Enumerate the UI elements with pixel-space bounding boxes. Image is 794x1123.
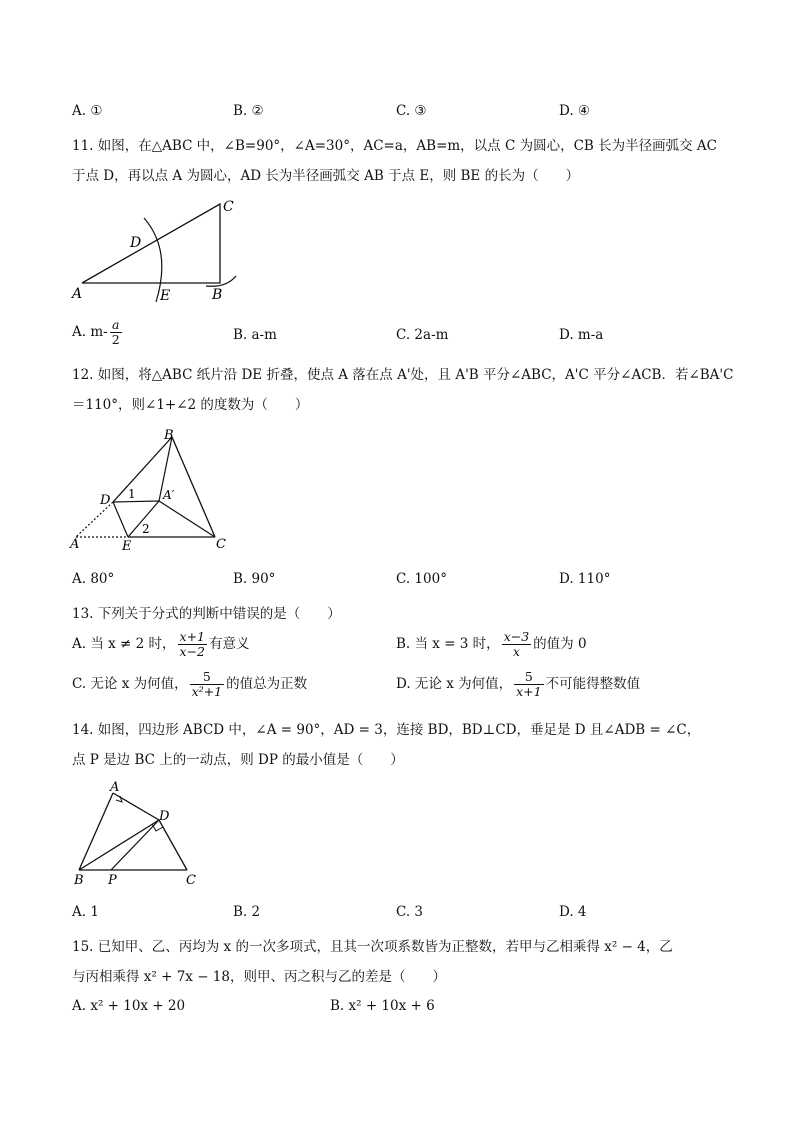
q11-label-b: B xyxy=(212,287,223,303)
q14-label-d: D xyxy=(159,809,170,824)
q12-stem-line2: ＝110°，则∠1+∠2 的度数为（ ） xyxy=(72,397,309,413)
q12-option-b: B. 90° xyxy=(233,571,276,587)
q10-option-d: D. ④ xyxy=(559,103,591,119)
q11-option-a: A. m- $\frac{a}{2}$ xyxy=(72,317,120,347)
q15-stem-line1: 15. 已知甲、乙、丙均为 x 的一次多项式，且其一次项系数皆为正整数，若甲与乙相乘得 x² − 4，乙 xyxy=(72,939,673,955)
q14-label-p: P xyxy=(108,873,117,888)
q13-stem: 13. 下列关于分式的判断中错误的是（ ） xyxy=(72,606,341,622)
q11-label-c: C xyxy=(223,199,234,215)
q14-option-b: B. 2 xyxy=(233,904,261,920)
q14-option-c: C. 3 xyxy=(396,904,424,920)
q12-stem-line1: 12. 如图，将△ABC 纸片沿 DE 折叠，使点 A 落在点 A'处，且 A'B 平分∠ABC，A'C 平分∠ACB．若∠BA'C xyxy=(72,367,734,383)
q10-option-b: B. ② xyxy=(233,103,264,119)
q11-stem-line2: 于点 D，再以点 A 为圆心，AD 长为半径画弧交 AB 于点 E，则 BE 的长为（ ） xyxy=(72,168,580,184)
q14-label-c: C xyxy=(186,873,196,888)
q12-figure xyxy=(66,422,246,558)
q15-option-b: B. x² + 10x + 6 xyxy=(330,998,435,1014)
q15-option-a: A. x² + 10x + 20 xyxy=(72,998,186,1014)
q10-option-a: A. ① xyxy=(72,103,103,119)
q14-figure xyxy=(66,776,216,892)
q12-label-a: A xyxy=(70,537,80,552)
q14-option-a: A. 1 xyxy=(72,904,99,920)
q11-label-d: D xyxy=(130,235,142,251)
q12-option-a: A. 80° xyxy=(72,571,115,587)
q11-triangle xyxy=(82,204,220,283)
q15-stem-line2: 与丙相乘得 x² + 7x − 18，则甲、丙之积与乙的差是（ ） xyxy=(72,969,446,985)
q12-label-d: D xyxy=(100,493,111,508)
q13-option-d: D. 无论 x 为何值， $\frac{5}{x+1}$ 不可能得整数值 xyxy=(396,669,641,699)
q12-option-c: C. 100° xyxy=(396,571,447,587)
q12-label-c: C xyxy=(216,537,226,552)
q12-label-b: B xyxy=(164,428,174,443)
q13-option-b: B. 当 x = 3 时， $\frac{x-3}{x}$ 的值为 0 xyxy=(396,629,587,659)
q14-label-a: A xyxy=(110,780,120,795)
q11-arc-from-c xyxy=(206,276,236,286)
q11-figure xyxy=(60,190,260,310)
q11-option-a-fraction: $\frac{a}{2}$ xyxy=(111,317,120,347)
q13-option-c: C. 无论 x 为何值， $\frac{5}{\text{x²+1}}$ 的值总为正数 xyxy=(72,669,308,699)
q12-label-angle-2: 2 xyxy=(142,522,150,536)
q10-option-c: C. ③ xyxy=(396,103,427,119)
q12-label-angle-1: 1 xyxy=(128,487,136,501)
q14-label-b: B xyxy=(74,873,84,888)
q12-option-d: D. 110° xyxy=(559,571,611,587)
q13-option-a: A. 当 x ≠ 2 时， $\frac{x+1}{x-2}$ 有意义 xyxy=(72,629,250,659)
q11-label-a: A xyxy=(72,286,83,302)
q14-stem-line1: 14. 如图，四边形 ABCD 中，∠A = 90°，AD = 3，连接 BD，BD⊥CD，垂足是 D 且∠ADB = ∠C， xyxy=(72,722,701,738)
q12-label-a-prime: A′ xyxy=(163,488,175,502)
q14-option-d: D. 4 xyxy=(559,904,587,920)
q11-option-c: C. 2a-m xyxy=(396,327,449,343)
q11-option-b: B. a-m xyxy=(233,327,277,343)
q12-label-e: E xyxy=(122,539,132,554)
q11-option-d: D. m-a xyxy=(559,327,604,343)
q11-label-e: E xyxy=(160,288,171,304)
q14-stem-line2: 点 P 是边 BC 上的一动点，则 DP 的最小值是（ ） xyxy=(72,752,404,768)
q11-stem-line1: 11. 如图，在△ABC 中，∠B=90°，∠A=30°，AC=a，AB=m，以点 C 为圆心，CB 长为半径画弧交 AC xyxy=(72,138,717,154)
